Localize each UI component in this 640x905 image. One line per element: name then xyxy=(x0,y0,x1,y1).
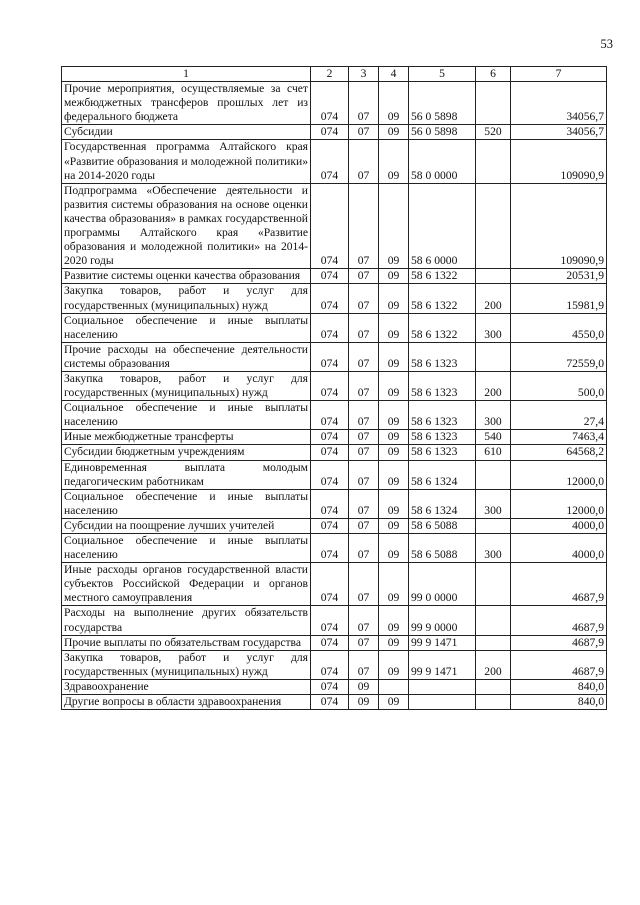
amount: 34056,7 xyxy=(511,125,607,140)
table-body xyxy=(62,82,607,710)
expense-type-code xyxy=(476,82,511,125)
table-row xyxy=(62,430,607,445)
row-name: Закупка товаров, работ и услуг для государственных (муниципальных) нужд xyxy=(62,371,311,400)
table-row xyxy=(62,284,607,313)
amount: 840,0 xyxy=(511,695,607,710)
budget-table xyxy=(61,66,607,710)
subsection-code: 09 xyxy=(379,650,409,679)
admin-code: 074 xyxy=(311,563,349,606)
section-code: 07 xyxy=(349,82,379,125)
admin-code: 074 xyxy=(311,460,349,489)
amount: 4550,0 xyxy=(511,313,607,342)
expense-type-code xyxy=(476,342,511,371)
column-header: 3 xyxy=(349,67,379,82)
target-code: 56 0 5898 xyxy=(409,125,476,140)
amount: 109090,9 xyxy=(511,140,607,183)
subsection-code: 09 xyxy=(379,313,409,342)
target-code xyxy=(409,679,476,694)
subsection-code: 09 xyxy=(379,82,409,125)
table-row xyxy=(62,342,607,371)
section-code: 07 xyxy=(349,489,379,518)
target-code: 58 6 0000 xyxy=(409,183,476,269)
expense-type-code xyxy=(476,140,511,183)
table-row xyxy=(62,534,607,563)
expense-type-code: 300 xyxy=(476,489,511,518)
amount: 12000,0 xyxy=(511,489,607,518)
column-header: 6 xyxy=(476,67,511,82)
header-row xyxy=(62,67,607,82)
section-code: 07 xyxy=(349,401,379,430)
row-name: Прочие выплаты по обязательствам государства xyxy=(62,635,311,650)
subsection-code: 09 xyxy=(379,140,409,183)
row-name: Прочие расходы на обеспечение деятельности системы образования xyxy=(62,342,311,371)
admin-code: 074 xyxy=(311,342,349,371)
table-row xyxy=(62,563,607,606)
target-code: 99 9 1471 xyxy=(409,650,476,679)
section-code: 09 xyxy=(349,679,379,694)
target-code: 99 9 1471 xyxy=(409,635,476,650)
amount: 500,0 xyxy=(511,371,607,400)
row-name: Социальное обеспечение и иные выплаты населению xyxy=(62,313,311,342)
row-name: Развитие системы оценки качества образования xyxy=(62,269,311,284)
expense-type-code xyxy=(476,518,511,533)
target-code: 58 6 1323 xyxy=(409,430,476,445)
expense-type-code: 300 xyxy=(476,313,511,342)
admin-code: 074 xyxy=(311,140,349,183)
target-code: 58 6 1323 xyxy=(409,371,476,400)
subsection-code: 09 xyxy=(379,606,409,635)
admin-code: 074 xyxy=(311,489,349,518)
expense-type-code: 300 xyxy=(476,401,511,430)
admin-code: 074 xyxy=(311,269,349,284)
subsection-code: 09 xyxy=(379,125,409,140)
amount: 27,4 xyxy=(511,401,607,430)
row-name: Социальное обеспечение и иные выплаты населению xyxy=(62,489,311,518)
amount: 109090,9 xyxy=(511,183,607,269)
row-name: Закупка товаров, работ и услуг для государственных (муниципальных) нужд xyxy=(62,650,311,679)
expense-type-code: 540 xyxy=(476,430,511,445)
admin-code: 074 xyxy=(311,650,349,679)
table-row xyxy=(62,371,607,400)
admin-code: 074 xyxy=(311,401,349,430)
admin-code: 074 xyxy=(311,518,349,533)
admin-code: 074 xyxy=(311,82,349,125)
row-name: Иные расходы органов государственной власти субъектов Российской Федерации и органов местного самоуправления xyxy=(62,563,311,606)
admin-code: 074 xyxy=(311,635,349,650)
table-row xyxy=(62,635,607,650)
subsection-code: 09 xyxy=(379,635,409,650)
row-name: Иные межбюджетные трансферты xyxy=(62,430,311,445)
table-row xyxy=(62,650,607,679)
section-code: 07 xyxy=(349,430,379,445)
table-row xyxy=(62,460,607,489)
table-row xyxy=(62,401,607,430)
amount: 20531,9 xyxy=(511,269,607,284)
target-code: 58 6 1324 xyxy=(409,489,476,518)
target-code: 56 0 5898 xyxy=(409,82,476,125)
amount: 4687,9 xyxy=(511,563,607,606)
amount: 4687,9 xyxy=(511,606,607,635)
table-row xyxy=(62,679,607,694)
row-name: Единовременная выплата молодым педагогическим работникам xyxy=(62,460,311,489)
section-code: 07 xyxy=(349,606,379,635)
amount: 64568,2 xyxy=(511,445,607,460)
expense-type-code: 520 xyxy=(476,125,511,140)
expense-type-code: 610 xyxy=(476,445,511,460)
target-code: 58 6 1323 xyxy=(409,445,476,460)
admin-code: 074 xyxy=(311,183,349,269)
expense-type-code xyxy=(476,183,511,269)
admin-code: 074 xyxy=(311,371,349,400)
expense-type-code xyxy=(476,460,511,489)
table-row xyxy=(62,313,607,342)
target-code: 58 6 5088 xyxy=(409,518,476,533)
expense-type-code: 200 xyxy=(476,371,511,400)
amount: 12000,0 xyxy=(511,460,607,489)
amount: 34056,7 xyxy=(511,82,607,125)
subsection-code: 09 xyxy=(379,445,409,460)
row-name: Расходы на выполнение других обязательств государства xyxy=(62,606,311,635)
row-name: Государственная программа Алтайского края «Развитие образования и молодежной политики» на 2014-2020 годы xyxy=(62,140,311,183)
column-header: 4 xyxy=(379,67,409,82)
section-code: 07 xyxy=(349,534,379,563)
page-number: 53 xyxy=(600,37,613,51)
column-header: 7 xyxy=(511,67,607,82)
target-code: 99 9 0000 xyxy=(409,606,476,635)
expense-type-code xyxy=(476,635,511,650)
admin-code: 074 xyxy=(311,284,349,313)
section-code: 07 xyxy=(349,342,379,371)
expense-type-code xyxy=(476,606,511,635)
column-header: 5 xyxy=(409,67,476,82)
expense-type-code xyxy=(476,269,511,284)
amount: 4687,9 xyxy=(511,635,607,650)
section-code: 09 xyxy=(349,695,379,710)
row-name: Здравоохранение xyxy=(62,679,311,694)
expense-type-code: 200 xyxy=(476,284,511,313)
table-row xyxy=(62,140,607,183)
admin-code: 074 xyxy=(311,695,349,710)
expense-type-code xyxy=(476,695,511,710)
row-name: Другие вопросы в области здравоохранения xyxy=(62,695,311,710)
table-row xyxy=(62,183,607,269)
section-code: 07 xyxy=(349,650,379,679)
section-code: 07 xyxy=(349,125,379,140)
section-code: 07 xyxy=(349,371,379,400)
table-row xyxy=(62,489,607,518)
subsection-code: 09 xyxy=(379,460,409,489)
table-row xyxy=(62,125,607,140)
expense-type-code: 300 xyxy=(476,534,511,563)
subsection-code: 09 xyxy=(379,534,409,563)
admin-code: 074 xyxy=(311,606,349,635)
section-code: 07 xyxy=(349,518,379,533)
target-code: 58 6 1323 xyxy=(409,342,476,371)
subsection-code: 09 xyxy=(379,518,409,533)
target-code: 99 0 0000 xyxy=(409,563,476,606)
target-code: 58 0 0000 xyxy=(409,140,476,183)
subsection-code: 09 xyxy=(379,371,409,400)
expense-type-code xyxy=(476,679,511,694)
section-code: 07 xyxy=(349,445,379,460)
section-code: 07 xyxy=(349,183,379,269)
row-name: Субсидии xyxy=(62,125,311,140)
amount: 4000,0 xyxy=(511,534,607,563)
expense-type-code xyxy=(476,563,511,606)
table-row xyxy=(62,445,607,460)
column-header: 2 xyxy=(311,67,349,82)
target-code xyxy=(409,695,476,710)
section-code: 07 xyxy=(349,563,379,606)
target-code: 58 6 1322 xyxy=(409,269,476,284)
subsection-code: 09 xyxy=(379,183,409,269)
row-name: Закупка товаров, работ и услуг для государственных (муниципальных) нужд xyxy=(62,284,311,313)
row-name: Подпрограмма «Обеспечение деятельности и развития системы образования на основе оценки качества образования» в рамках государственной программы Алтайского края «Развитие образования и молодежной политики» на 2014-2020 годы xyxy=(62,183,311,269)
subsection-code: 09 xyxy=(379,401,409,430)
amount: 7463,4 xyxy=(511,430,607,445)
section-code: 07 xyxy=(349,313,379,342)
subsection-code: 09 xyxy=(379,269,409,284)
table-row xyxy=(62,606,607,635)
section-code: 07 xyxy=(349,284,379,313)
subsection-code: 09 xyxy=(379,430,409,445)
admin-code: 074 xyxy=(311,125,349,140)
row-name: Прочие мероприятия, осуществляемые за счет межбюджетных трансферов прошлых лет из федерального бюджета xyxy=(62,82,311,125)
table-row xyxy=(62,269,607,284)
row-name: Социальное обеспечение и иные выплаты населению xyxy=(62,534,311,563)
target-code: 58 6 1324 xyxy=(409,460,476,489)
target-code: 58 6 1323 xyxy=(409,401,476,430)
table-row xyxy=(62,518,607,533)
admin-code: 074 xyxy=(311,534,349,563)
subsection-code: 09 xyxy=(379,342,409,371)
table-row xyxy=(62,82,607,125)
row-name: Социальное обеспечение и иные выплаты населению xyxy=(62,401,311,430)
amount: 72559,0 xyxy=(511,342,607,371)
admin-code: 074 xyxy=(311,313,349,342)
admin-code: 074 xyxy=(311,430,349,445)
admin-code: 074 xyxy=(311,679,349,694)
amount: 840,0 xyxy=(511,679,607,694)
table-row xyxy=(62,695,607,710)
target-code: 58 6 5088 xyxy=(409,534,476,563)
section-code: 07 xyxy=(349,635,379,650)
admin-code: 074 xyxy=(311,445,349,460)
amount: 4000,0 xyxy=(511,518,607,533)
subsection-code: 09 xyxy=(379,489,409,518)
expense-type-code: 200 xyxy=(476,650,511,679)
section-code: 07 xyxy=(349,460,379,489)
amount: 4687,9 xyxy=(511,650,607,679)
row-name: Субсидии на поощрение лучших учителей xyxy=(62,518,311,533)
section-code: 07 xyxy=(349,140,379,183)
column-header: 1 xyxy=(62,67,311,82)
section-code: 07 xyxy=(349,269,379,284)
subsection-code: 09 xyxy=(379,284,409,313)
target-code: 58 6 1322 xyxy=(409,313,476,342)
subsection-code: 09 xyxy=(379,563,409,606)
target-code: 58 6 1322 xyxy=(409,284,476,313)
amount: 15981,9 xyxy=(511,284,607,313)
row-name: Субсидии бюджетным учреждениям xyxy=(62,445,311,460)
subsection-code xyxy=(379,679,409,694)
subsection-code: 09 xyxy=(379,695,409,710)
